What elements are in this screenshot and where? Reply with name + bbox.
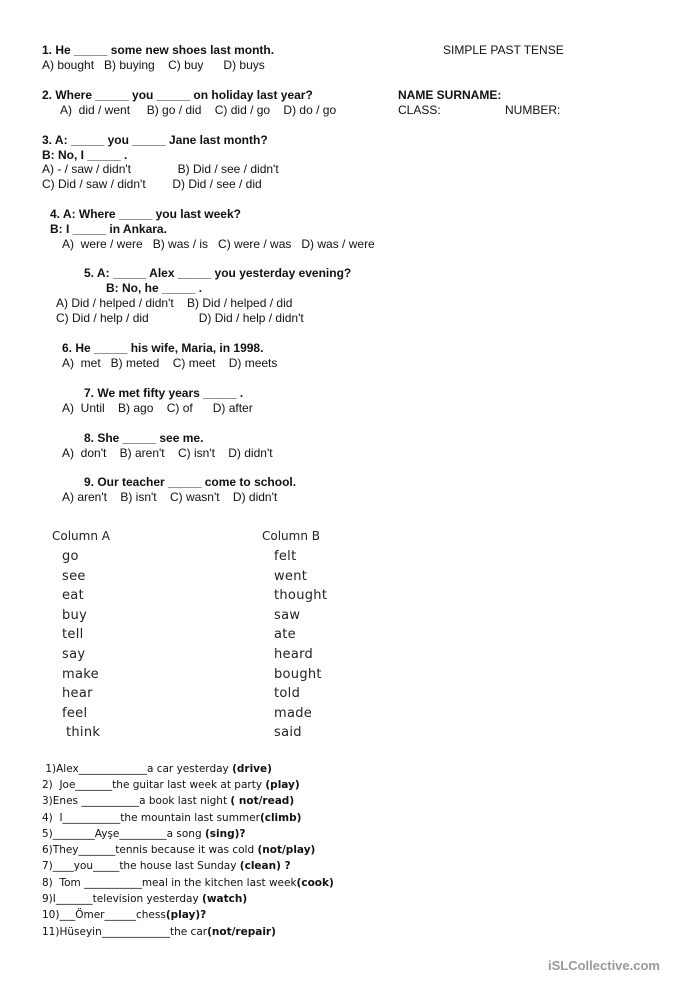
question-7-options: A) Until B) ago C) of D) after bbox=[62, 401, 253, 415]
question-1: 1. He _____ some new shoes last month. bbox=[42, 43, 275, 57]
name-surname-label: NAME SURNAME: bbox=[398, 88, 502, 102]
question-4-options: A) were / were B) was / is C) were / was D) was / were bbox=[62, 237, 375, 251]
question-3: 3. A: _____ you _____ Jane last month? bbox=[42, 133, 268, 147]
column-b-word: felt bbox=[274, 549, 297, 564]
column-a-word: think bbox=[66, 725, 101, 740]
column-b-word: heard bbox=[274, 647, 314, 662]
sentence-6: 6)They_______tennis because it was cold (not/play) bbox=[42, 844, 316, 856]
class-label: CLASS: bbox=[398, 103, 441, 117]
sentence-4: 4) I___________the mountain last summer(climb) bbox=[42, 812, 302, 824]
sentence-7: 7)____you_____the house last Sunday (clean) ? bbox=[42, 860, 291, 872]
column-b-title: Column B bbox=[262, 529, 321, 543]
column-a-word: say bbox=[62, 647, 86, 662]
question-5-options-b: C) Did / help / did D) Did / help / didn't bbox=[56, 311, 304, 325]
column-a-word: buy bbox=[62, 608, 88, 623]
column-a-word: eat bbox=[62, 588, 84, 603]
column-b-word: ate bbox=[274, 627, 296, 642]
question-4-reply: B: I _____ in Ankara. bbox=[50, 222, 167, 236]
question-5-options-a: A) Did / helped / didn't B) Did / helped / did bbox=[56, 296, 293, 310]
sentence-1: 1)Alex_____________a car yesterday (drive) bbox=[42, 763, 272, 775]
column-a-word: go bbox=[62, 549, 79, 564]
column-a-word: hear bbox=[62, 686, 93, 701]
sentence-5: 5)________Ayşe_________a song (sing)? bbox=[42, 828, 246, 840]
question-8-options: A) don't B) aren't C) isn't D) didn't bbox=[62, 446, 273, 460]
question-8: 8. She _____ see me. bbox=[84, 431, 204, 445]
question-2: 2. Where _____ you _____ on holiday last year? bbox=[42, 88, 313, 102]
question-3-options-a: A) - / saw / didn't B) Did / see / didn't bbox=[42, 162, 279, 176]
column-a-word: feel bbox=[62, 706, 88, 721]
question-4: 4. A: Where _____ you last week? bbox=[50, 207, 241, 221]
column-b-word: bought bbox=[274, 667, 322, 682]
column-a-word: see bbox=[62, 569, 86, 584]
question-7: 7. We met fifty years _____ . bbox=[84, 386, 244, 400]
sentence-3: 3)Enes ___________a book last night ( not/read) bbox=[42, 795, 295, 807]
watermark: iSLCollective.com bbox=[548, 958, 660, 973]
column-b-word: went bbox=[274, 569, 308, 584]
question-3-reply: B: No, I _____ . bbox=[42, 148, 128, 162]
question-6-options: A) met B) meted C) meet D) meets bbox=[62, 356, 278, 370]
question-9-options: A) aren't B) isn't C) wasn't D) didn't bbox=[62, 490, 278, 504]
worksheet-title: SIMPLE PAST TENSE bbox=[443, 43, 564, 57]
question-3-options-b: C) Did / saw / didn't D) Did / see / did bbox=[42, 177, 262, 191]
column-b-word: told bbox=[274, 686, 301, 701]
number-label: NUMBER: bbox=[505, 103, 561, 117]
sentence-10: 10)___Ömer______chess(play)? bbox=[42, 909, 207, 921]
column-b-word: said bbox=[274, 725, 302, 740]
sentence-11: 11)Hüseyin_____________the car(not/repair) bbox=[42, 926, 276, 938]
column-a-word: tell bbox=[62, 627, 84, 642]
column-b-word: made bbox=[274, 706, 313, 721]
column-a-word: make bbox=[62, 667, 99, 682]
question-5: 5. A: _____ Alex _____ you yesterday evening? bbox=[84, 266, 352, 280]
sentence-2: 2) Joe_______the guitar last week at party (play) bbox=[42, 779, 300, 791]
question-1-options: A) bought B) buying C) buy D) buys bbox=[42, 58, 265, 72]
question-9: 9. Our teacher _____ come to school. bbox=[84, 475, 297, 489]
sentence-8: 8) Tom ___________meal in the kitchen last week(cook) bbox=[42, 877, 334, 889]
column-b-word: saw bbox=[274, 608, 301, 623]
column-a-title: Column A bbox=[52, 529, 110, 543]
question-5-reply: B: No, he _____ . bbox=[106, 281, 203, 295]
question-6: 6. He _____ his wife, Maria, in 1998. bbox=[62, 341, 264, 355]
column-b-word: thought bbox=[274, 588, 328, 603]
sentence-9: 9)I_______television yesterday (watch) bbox=[42, 893, 248, 905]
question-2-options: A) did / went B) go / did C) did / go D) do / go bbox=[60, 103, 337, 117]
